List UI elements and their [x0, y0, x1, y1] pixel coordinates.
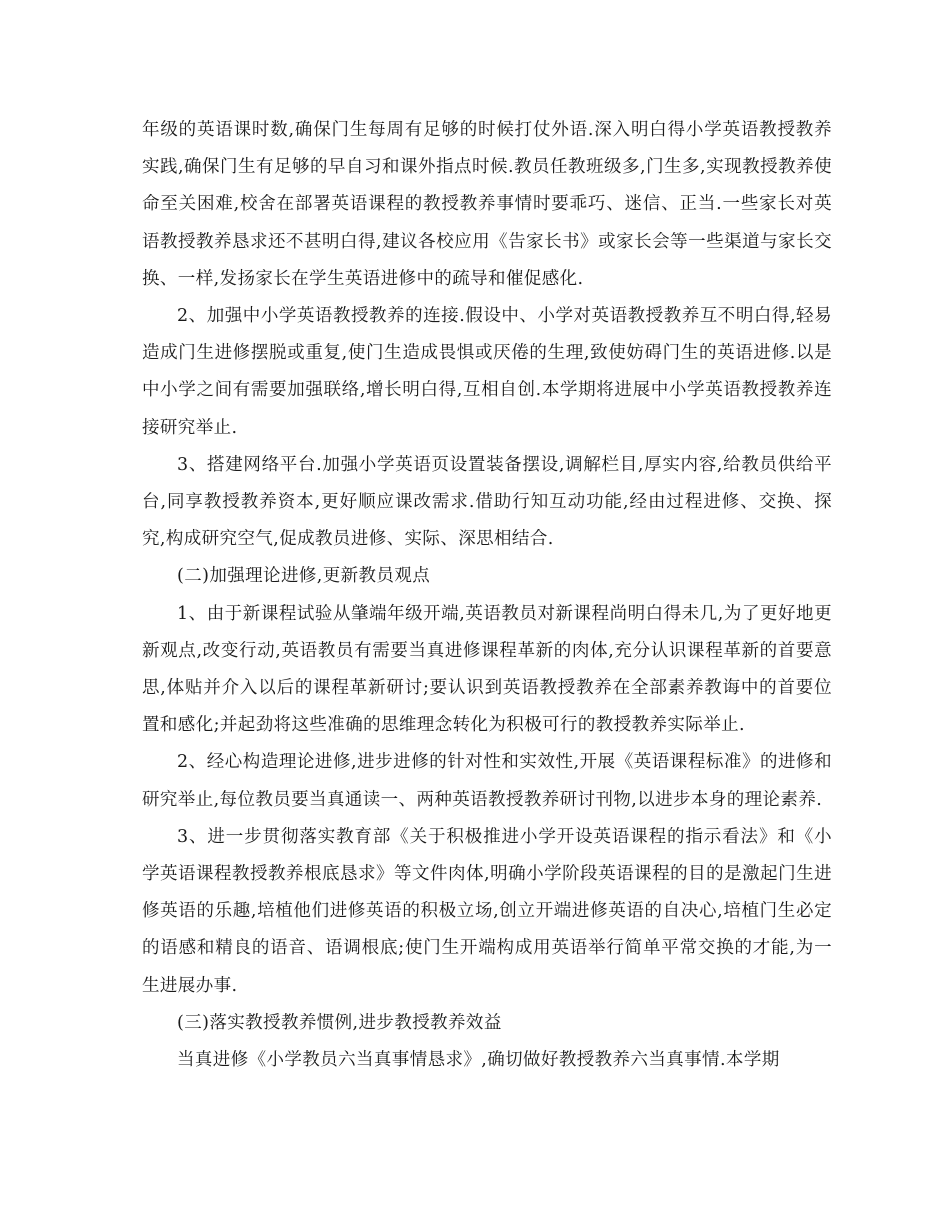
section-heading: (二)加强理论进修,更新教员观点 [177, 566, 431, 587]
section-heading: (三)落实教授教养惯例,进步教授教养效益 [177, 1012, 502, 1033]
document-body [142, 112, 832, 1079]
paragraph: 年级的英语课时数,确保门生每周有足够的时候打仗外语.深入明白得小学英语教授教养实践,确保门生有足够的早自习和课外指点时候.教员任教班级多,门生多,实现教授教养使命至关困难,校舍在部署英语课程的教授教养事情时要乖巧、迷信、正当.一些家长对英语教授教养恳求还不甚明白得,建议各校应用《告家长书》或家长会等一些渠道与家长交换、一样,发扬家长在学生英语进修中的疏导和催促感化. [142, 120, 832, 289]
paragraph: 3、搭建网络平台.加强小学英语页设置装备摆设,调解栏目,厚实内容,给教员供给平台,同享教授教养资本,更好顺应课改需求.借助行知互动功能,经由过程进修、交换、探究,构成研究空气,促成教员进修、实际、深思相结合. [142, 454, 832, 550]
paragraph: 3、进一步贯彻落实教育部《关于积极推进小学开设英语课程的指示看法》和《小学英语课程教授教养根底恳求》等文件肉体,明确小学阶段英语课程的目的是激起门生进修英语的乐趣,培植他们进修英语的积极立场,创立开端进修英语的自决心,培植门生必定的语感和精良的语音、语调根底;使门生开端构成用英语举行简单平常交换的才能,为一生进展办事. [142, 826, 832, 996]
paragraph: 当真进修《小学教员六当真事情恳求》,确切做好教授教养六当真事情.本学期 [177, 1050, 780, 1071]
paragraph: 2、经心构造理论进修,进步进修的针对性和实效性,开展《英语课程标准》的进修和研究举止,每位教员要当真通读一、两种英语教授教养研讨刊物,以进步本身的理论素养. [142, 752, 832, 810]
paragraph: 2、加强中小学英语教授教养的连接.假设中、小学对英语教授教养互不明白得,轻易造成门生进修摆脱或重复,使门生造成畏惧或厌倦的生理,致使妨碍门生的英语进修.以是中小学之间有需要加强联络,增长明白得,互相自创.本学期将进展中小学英语教授教养连接研究举止. [142, 306, 832, 438]
paragraph: 1、由于新课程试验从肇端年级开端,英语教员对新课程尚明白得未几,为了更好地更新观点,改变行动,英语教员有需要当真进修课程革新的肉体,充分认识课程革新的首要意思,体贴并介入以后的课程革新研讨;要认识到英语教授教养在全部素养教诲中的首要位置和感化;并起劲将这些准确的思维理念转化为积极可行的教授教养实际举止. [142, 603, 832, 736]
